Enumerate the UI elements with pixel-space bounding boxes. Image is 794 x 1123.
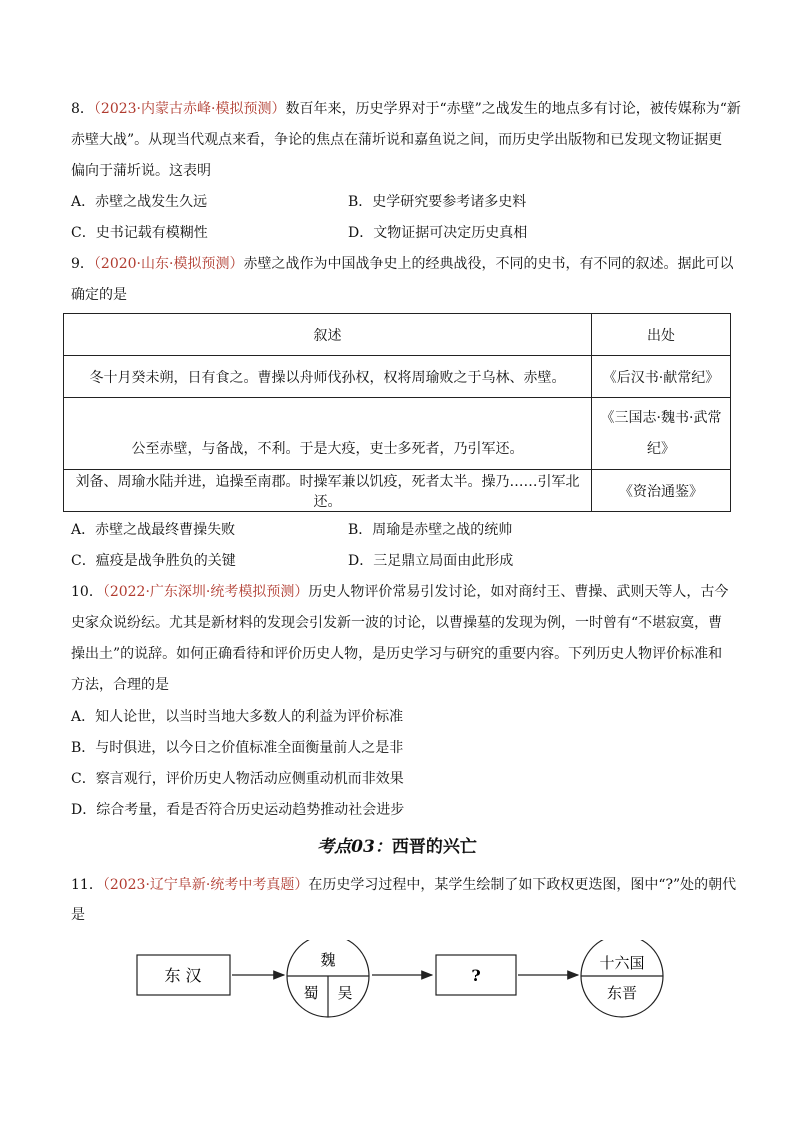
q8-source: （2023·内蒙古赤峰·模拟预测） <box>93 101 286 117</box>
row-2-source-line-1: 《三国志·魏书·武常 <box>600 409 722 426</box>
q9-option-a: A．赤壁之战最终曹操失败 <box>71 522 236 538</box>
shu-label: 蜀 <box>303 984 319 1002</box>
q11-stem-line-2: 是 <box>71 907 85 923</box>
q8-stem-text: 数百年来，历史学界对于“赤壁”之战发生的地点多有讨论，被传媒称为“新 <box>285 101 741 117</box>
q9-option-d: D．三足鼎立局面由此形成 <box>348 553 514 569</box>
q8-option-a: A．赤壁之战发生久远 <box>71 194 208 210</box>
q8-option-c: C．史书记载有模糊性 <box>71 225 208 241</box>
wei-label: 魏 <box>320 951 336 969</box>
q9-number: 9． <box>71 256 94 272</box>
row-3-narrative: 刘备、周瑜水陆并进，追操至南郡。时操军兼以饥疫，死者太半。操乃……引军北还。 <box>64 470 592 512</box>
q9-source: （2020·山东·模拟预测） <box>93 256 244 272</box>
regime-succession-diagram <box>0 940 794 1020</box>
q10-stem-line-1 <box>71 583 728 601</box>
row-2-narrative: 公至赤壁，与备战，不利。于是大疫，吏士多死者，乃引军还。 <box>64 398 592 470</box>
table-row <box>64 398 731 470</box>
q10-option-d: D．综合考量，看是否符合历史运动趋势推动社会进步 <box>71 802 405 818</box>
row-2-source <box>592 398 731 470</box>
q9-option-c: C．瘟疫是战争胜负的关键 <box>71 553 236 569</box>
row-3-source: 《资治通鉴》 <box>592 470 731 512</box>
sixteen-kingdoms-circle <box>581 940 663 1017</box>
eastern-jin-label: 东晋 <box>606 984 638 1002</box>
q8-stem-line-3: 偏向于蒲圻说。这表明 <box>71 163 211 179</box>
row-1-source: 《后汉书·献常纪》 <box>592 356 731 398</box>
q8-option-b: B．史学研究要参考诸多史料 <box>348 194 527 210</box>
q10-option-c: C．察言观行，评价历史人物活动应侧重动机而非效果 <box>71 771 404 787</box>
section-prefix: 考点03： <box>317 837 392 857</box>
sixteen-kingdoms-label: 十六国 <box>599 954 645 972</box>
q10-stem-text: 历史人物评价常易引发讨论，如对商纣王、曹操、武则天等人，古今 <box>308 584 729 600</box>
q9-stem-line-2: 确定的是 <box>71 287 127 303</box>
q8-stem-line-2: 赤壁大战”。从现当代观点来看，争论的焦点在蒲圻说和嘉鱼说之间，而历史学出版物和已发现文物证据更 <box>71 132 723 148</box>
q11-stem-line-1 <box>71 876 736 894</box>
q8-number: 8． <box>71 101 94 117</box>
q10-number: 10． <box>71 584 103 600</box>
q10-option-b: B．与时俱进，以今日之价值标准全面衡量前人之是非 <box>71 740 404 756</box>
q10-source: （2022·广东深圳·统考模拟预测） <box>102 584 309 600</box>
q11-source: （2023·辽宁阜新·统考中考真题） <box>102 877 309 893</box>
section-title: 西晋的兴亡 <box>391 837 477 857</box>
q11-stem-text: 在历史学习过程中，某学生绘制了如下政权更迭图，图中“?”处的朝代 <box>308 877 737 893</box>
table-row <box>64 356 731 398</box>
q10-stem-line-4: 方法，合理的是 <box>71 677 169 693</box>
q9-source-table <box>63 313 731 512</box>
eastern-han-label: 东 汉 <box>164 966 202 985</box>
section-heading <box>0 836 794 858</box>
q10-stem-line-2: 史家众说纷纭。尤其是新材料的发现会引发新一波的讨论，以曹操墓的发现为例，一时曾有“不堪寂寞，曹 <box>71 615 723 631</box>
q9-stem-text: 赤壁之战作为中国战争史上的经典战役，不同的史书，有不同的叙述。据此可以 <box>243 256 734 272</box>
wu-label: 吴 <box>337 984 353 1002</box>
q8-stem-line-1 <box>71 100 741 118</box>
q9-option-b: B．周瑜是赤壁之战的统帅 <box>348 522 513 538</box>
table-header-row <box>64 314 731 356</box>
header-narrative: 叙述 <box>64 314 592 356</box>
q8-option-d: D．文物证据可决定历史真相 <box>348 225 528 241</box>
q9-stem-line-1 <box>71 255 733 273</box>
row-2-source-line-2: 纪》 <box>647 440 675 457</box>
unknown-dynasty-label: ? <box>471 966 481 985</box>
header-source: 出处 <box>592 314 731 356</box>
table-row <box>64 470 731 512</box>
q10-option-a: A．知人论世，以当时当地大多数人的利益为评价标准 <box>71 709 404 725</box>
row-1-narrative: 冬十月癸未朔，日有食之。曹操以舟师伐孙权，权将周瑜败之于乌林、赤壁。 <box>64 356 592 398</box>
q11-number: 11． <box>71 877 103 893</box>
q10-stem-line-3: 操出土”的说辞。如何正确看待和评价历史人物，是历史学习与研究的重要内容。下列历史人物评价标准和 <box>71 646 723 662</box>
